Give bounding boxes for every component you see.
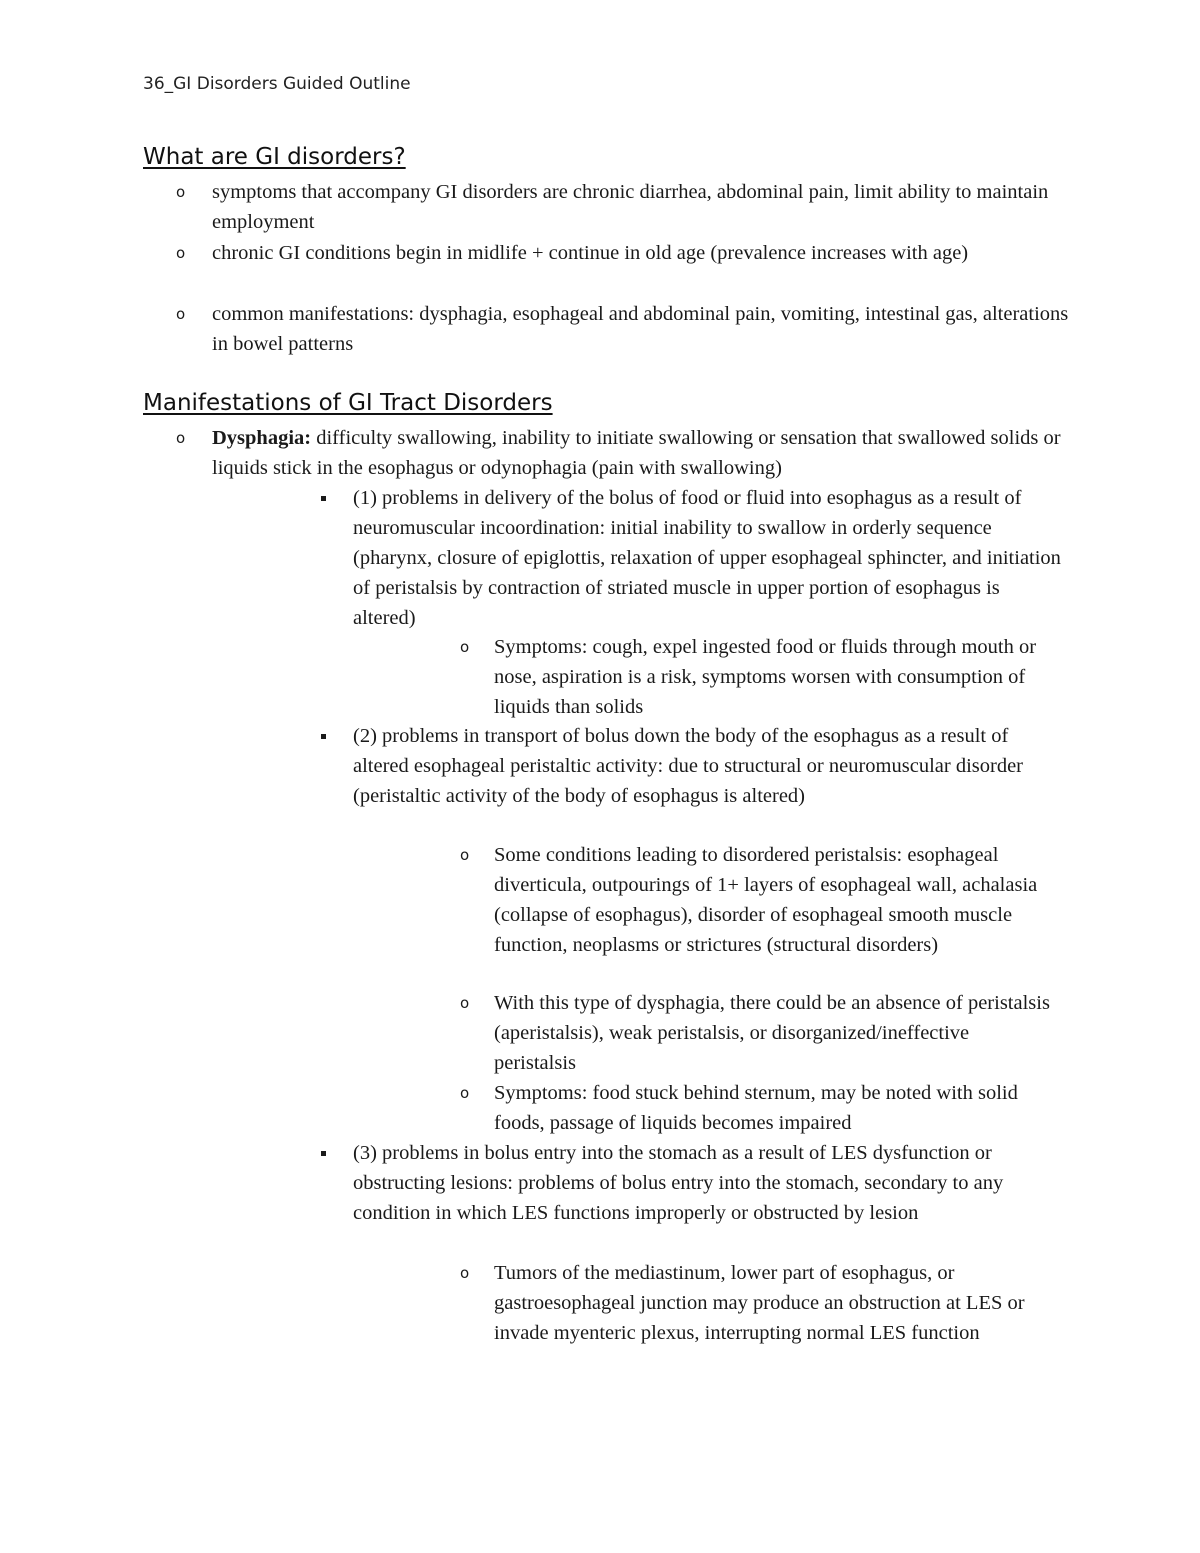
section-heading-what-are-gi-disorders: What are GI disorders? xyxy=(143,144,406,170)
list-item-text: Symptoms: cough, expel ingested food or fluids through mouth or nose, aspiration is a risk, symptoms worsen with consumption of liquids than solids xyxy=(494,636,1037,718)
document-header: 36_GI Disorders Guided Outline xyxy=(143,74,411,94)
bullet-o-icon: o xyxy=(460,638,470,656)
list-item-text: symptoms that accompany GI disorders are chronic diarrhea, abdominal pain, limit ability to maintain employment xyxy=(212,181,1049,233)
square-bullet-icon xyxy=(321,734,326,739)
list-item-text: Symptoms: food stuck behind sternum, may be noted with solid foods, passage of liquids becomes impaired xyxy=(494,1082,1018,1134)
bullet-o-icon: o xyxy=(460,994,470,1012)
list-item-text: chronic GI conditions begin in midlife + continue in old age (prevalence increases with age) xyxy=(212,242,969,264)
bullet-o-icon: o xyxy=(460,846,470,864)
list-item-text: Tumors of the mediastinum, lower part of esophagus, or gastroesophageal junction may produce an obstruction at LES or invade myenteric plexus, interrupting normal LES function xyxy=(494,1262,1025,1344)
bullet-o-icon: o xyxy=(460,1084,470,1102)
list-item-text: common manifestations: dysphagia, esophageal and abdominal pain, vomiting, intestinal gas, alterations in bowel patterns xyxy=(212,303,1069,355)
sub-item-text: (3) problems in bolus entry into the stomach as a result of LES dysfunction or obstructing lesions: problems of bolus entry into the stomach, secondary to any condition in which LES functions improperly or obstructed by lesion xyxy=(353,1142,1004,1224)
bullet-o-icon: o xyxy=(176,429,186,447)
section-heading-manifestations: Manifestations of GI Tract Disorders xyxy=(143,390,553,416)
dysphagia-definition xyxy=(212,423,1082,483)
square-bullet-icon xyxy=(321,1151,326,1156)
bullet-o-icon: o xyxy=(176,183,186,201)
bullet-o-icon: o xyxy=(176,244,186,262)
square-bullet-icon xyxy=(321,496,326,501)
bullet-o-icon: o xyxy=(460,1264,470,1282)
bullet-o-icon: o xyxy=(176,305,186,323)
list-item-text: With this type of dysphagia, there could be an absence of peristalsis (aperistalsis), weak peristalsis, or disorganized/ineffective peristalsis xyxy=(494,992,1050,1074)
list-item-text: Some conditions leading to disordered peristalsis: esophageal diverticula, outpourings of 1+ layers of esophageal wall, achalasia (collapse of esophagus), disorder of esophageal smooth muscle function, neoplasms or strictures (structural disorders) xyxy=(494,844,1038,956)
dysphagia-text: difficulty swallowing, inability to initiate swallowing or sensation that swallowed solids or liquids stick in the esophagus or odynophagia (pain with swallowing) xyxy=(212,427,1061,479)
dysphagia-term: Dysphagia: xyxy=(212,427,312,449)
sub-item-text: (2) problems in transport of bolus down the body of the esophagus as a result of altered esophageal peristaltic activity: due to structural or neuromuscular disorder (peristaltic activity of the body of esophagus is altered) xyxy=(353,725,1023,807)
sub-item-text: (1) problems in delivery of the bolus of food or fluid into esophagus as a result of neuromuscular incoordination: initial inability to swallow in orderly sequence (pharynx, closure of epiglottis, relaxation of upper esophageal sphincter, and initiation of peristalsis by contraction of striated muscle in upper portion of esophagus is altered) xyxy=(353,487,1061,629)
